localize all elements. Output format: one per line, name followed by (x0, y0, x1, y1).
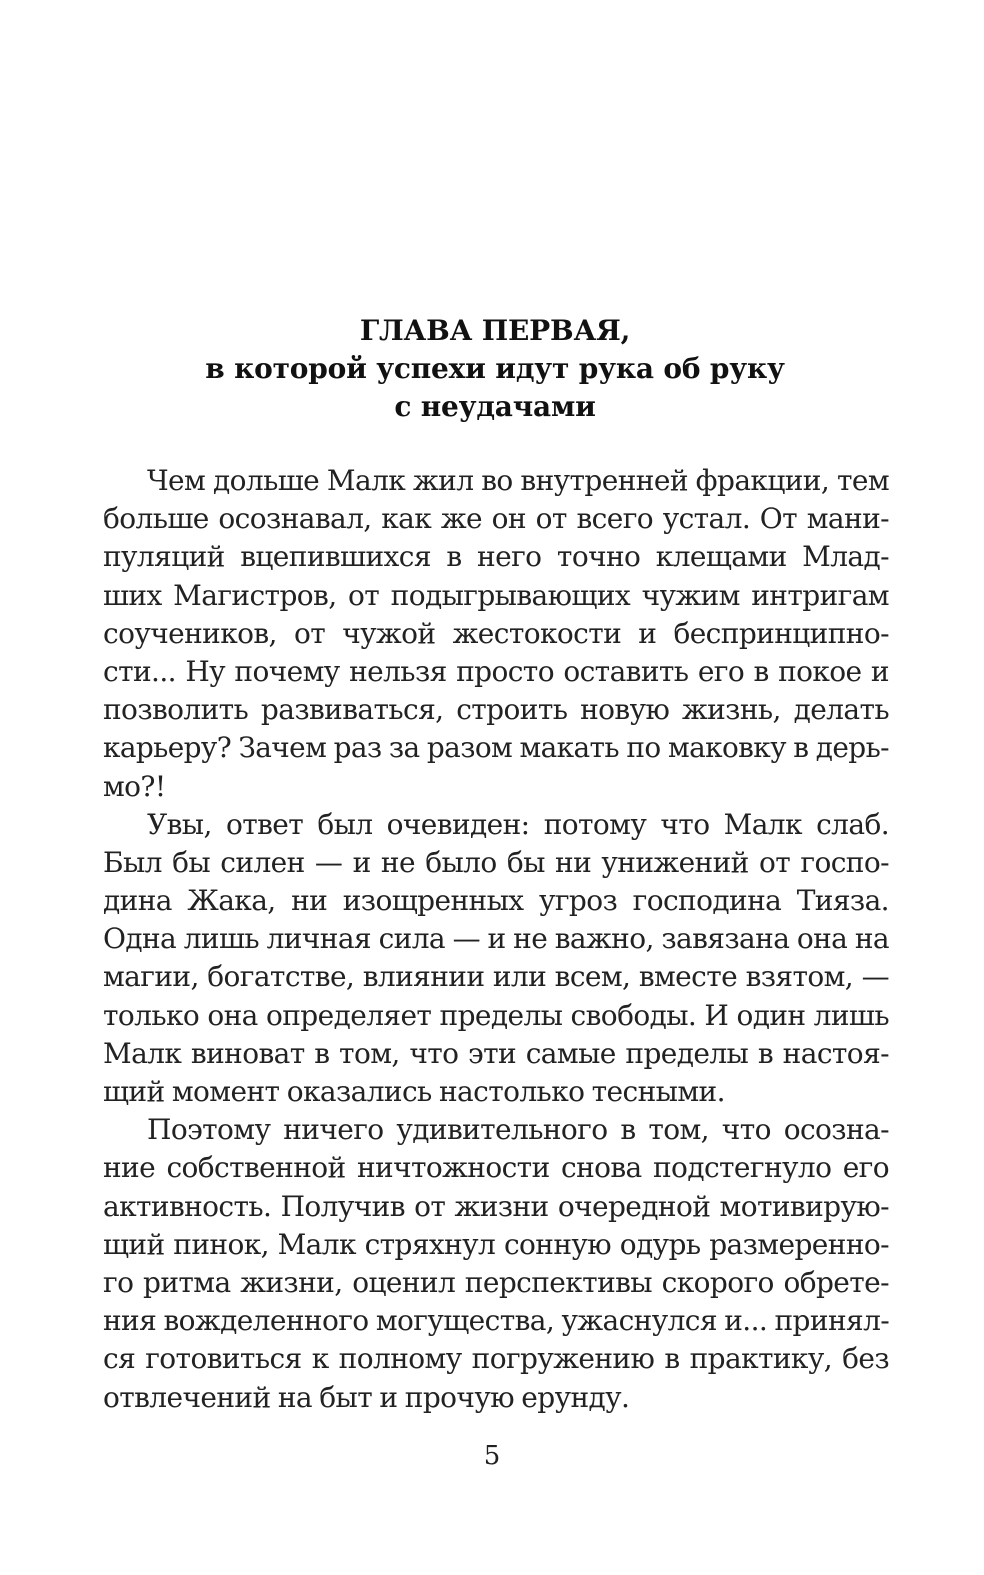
paragraph (103, 806, 889, 1112)
chapter-title: ГЛАВА ПЕРВАЯ, (359, 314, 631, 347)
text-line: Одна лишь личная сила — и не важно, завязана она на (103, 922, 889, 956)
text-line: щий момент оказались настолько тесными. (103, 1075, 725, 1108)
text-line: соучеников, от чужой жестокости и беспринципно- (103, 616, 889, 650)
text-line: магии, богатстве, влиянии или всем, вместе взятом, — (103, 960, 889, 994)
chapter-subtitle-line-1: в которой успехи идут рука об руку (205, 352, 785, 385)
text-line: Поэтому ничего удивительного в том, что осозна- (147, 1113, 889, 1147)
chapter-heading (100, 312, 890, 426)
chapter-subtitle-line-2: с неудачами (394, 390, 596, 423)
text-line: карьеру? Зачем раз за разом макать по маковку в дерь- (103, 731, 889, 765)
text-line: только она определяет пределы свободы. И один лишь (103, 998, 889, 1032)
body-text (103, 462, 889, 1417)
text-line: мо?! (103, 769, 166, 803)
text-line: Был бы силен — и не было бы ни унижений от госпо- (103, 845, 889, 879)
text-line: го ритма жизни, оценил перспективы скорого обрете- (103, 1265, 889, 1299)
paragraph (103, 1111, 889, 1417)
text-line: ся готовиться к полному погружению в практику, без (103, 1342, 889, 1376)
text-line: больше осознавал, как же он от всего устал. От мани- (103, 502, 889, 536)
text-line: ния вожделенного могущества, ужаснулся и... принял- (103, 1304, 890, 1338)
text-line: Увы, ответ был очевиден: потому что Малк слаб. (147, 807, 889, 841)
text-line: активность. Получив от жизни очередной мотивирую- (103, 1189, 889, 1223)
text-line: щий пинок, Малк стряхнул сонную одурь размеренно- (103, 1227, 889, 1261)
text-line: сти... Ну почему нельзя просто оставить его в покое и (103, 654, 889, 688)
text-line: отвлечений на быт и прочую ерунду. (103, 1380, 630, 1414)
paragraph (103, 462, 889, 806)
text-line: Чем дольше Малк жил во внутренней фракции, тем (147, 464, 889, 497)
page-number: 5 (483, 1441, 501, 1471)
text-line: дина Жака, ни изощренных угроз господина Тияза. (103, 884, 889, 918)
text-line: позволить развиваться, строить новую жизнь, делать (103, 693, 889, 727)
text-line: ших Магистров, от подыгрывающих чужим интригам (103, 578, 889, 612)
text-line: пуляций вцепившихся в него точно клещами Млад- (103, 540, 889, 574)
text-line: ние собственной ничтожности снова подстегнуло его (103, 1151, 889, 1185)
text-line: Малк виноват в том, что эти самые пределы в настоя- (103, 1036, 889, 1070)
